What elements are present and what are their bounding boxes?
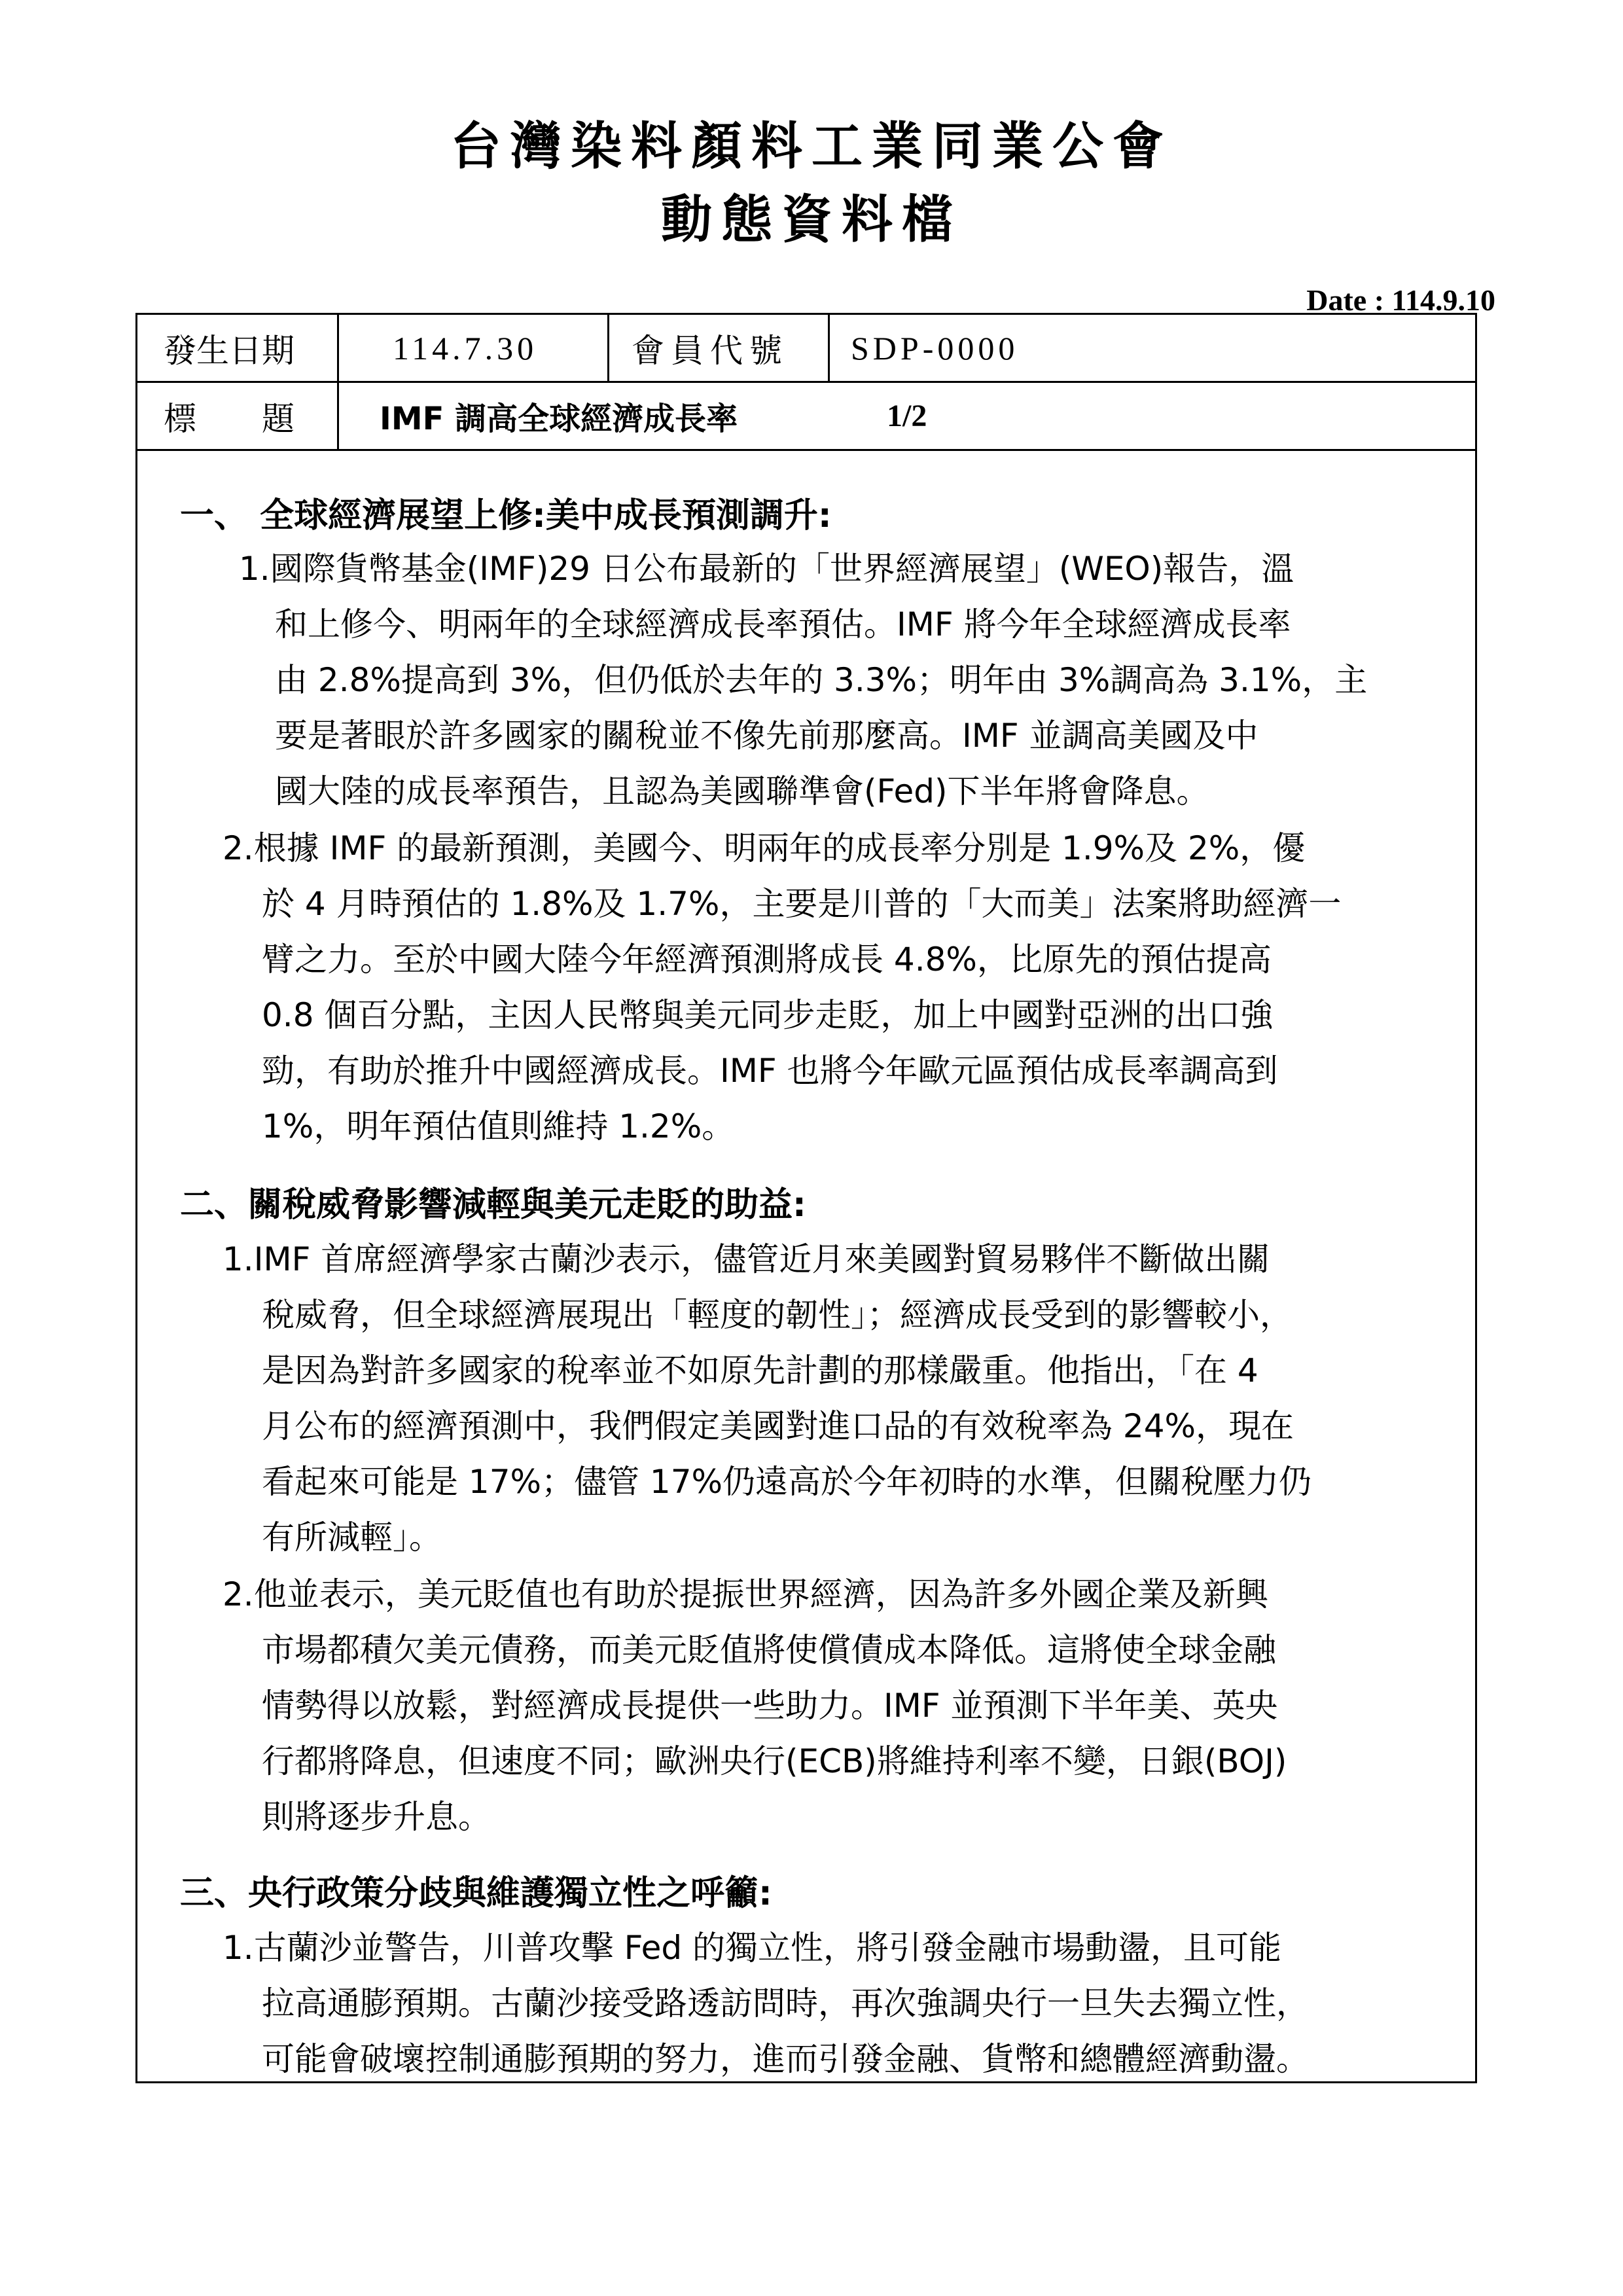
paragraph-line: 要是著眼於許多國家的關稅並不像先前那麼高。IMF 並調高美國及中 [275,717,1258,755]
paragraph-line: 1%，明年預估值則維持 1.2%。 [262,1107,735,1145]
divider [337,315,339,381]
paragraph-line: 拉高通膨預期。古蘭沙接受路透訪問時，再次強調央行一旦失去獨立性， [262,1984,1309,2022]
paragraph-line: 看起來可能是 17%；儘管 17%仍遠高於今年初時的水準，但關稅壓力仍 [262,1463,1312,1501]
paragraph-line: 臂之力。至於中國大陸今年經濟預測將成長 4.8%，比原先的預估提高 [262,941,1272,978]
member-id-value: SDP-0000 [851,329,1019,367]
content-body [137,451,1475,2081]
paragraph-line: 2.他並表示，美元貶值也有助於提振世界經濟，因為許多外國企業及新興 [223,1575,1268,1613]
info-row [137,315,1475,383]
paragraph-line: 1.國際貨幣基金(IMF)29 日公布最新的「世界經濟展望」(WEO)報告，溫 [239,550,1294,588]
subject-row [137,383,1475,451]
paragraph-line: 和上修今、明兩年的全球經濟成長率預估。IMF 將今年全球經濟成長率 [275,605,1291,643]
paragraph-line: 有所減輕」。 [262,1518,442,1556]
occurrence-date-label: 發生日期 [164,331,294,370]
paragraph-line: 則將逐步升息。 [262,1798,491,1836]
paragraph-line: 可能會破壞控制通膨預期的努力，進而引發金融、貨幣和總體經濟動盪。 [262,2040,1309,2078]
divider [828,315,830,381]
section-heading: 三、央行政策分歧與維護獨立性之呼籲: [180,1874,772,1913]
divider [607,315,609,381]
page-indicator: 1/2 [887,399,927,433]
subject-value: IMF 調高全球經濟成長率 [380,401,738,437]
divider [337,383,339,449]
document-date: Date : 114.9.10 [1306,283,1495,317]
section-heading: 一、 全球經濟展望上修:美中成長預測調升: [180,496,832,535]
subject-label: 標 題 [164,399,294,438]
paragraph-line: 國大陸的成長率預告，且認為美國聯準會(Fed)下半年將會降息。 [275,772,1209,810]
paragraph-line: 由 2.8%提高到 3%，但仍低於去年的 3.3%；明年由 3%調高為 3.1%，主 [275,661,1368,699]
paragraph-line: 2.根據 IMF 的最新預測，美國今、明兩年的成長率分別是 1.9%及 2%，優 [223,829,1306,867]
document-title: 動態資料檔 [660,190,962,249]
paragraph-line: 情勢得以放鬆，對經濟成長提供一些助力。IMF 並預測下半年美、英央 [262,1687,1278,1725]
paragraph-line: 勁，有助於推升中國經濟成長。IMF 也將今年歐元區預估成長率調高到 [262,1052,1278,1090]
paragraph-line: 月公布的經濟預測中，我們假定美國對進口品的有效稅率為 24%，現在 [262,1407,1294,1445]
paragraph-line: 行都將降息，但速度不同；歐洲央行(ECB)將維持利率不變，日銀(BOJ) [262,1742,1287,1780]
member-id-label: 會員代號 [632,331,789,370]
paragraph-line: 市場都積欠美元債務，而美元貶值將使償債成本降低。這將使全球金融 [262,1631,1276,1669]
paragraph-line: 稅威脅，但全球經濟展現出「輕度的韌性」；經濟成長受到的影響較小， [262,1296,1293,1334]
association-title: 台灣染料顏料工業同業公會 [450,117,1173,176]
document-box [135,313,1477,2083]
paragraph-line: 0.8 個百分點，主因人民幣與美元同步走貶，加上中國對亞洲的出口強 [262,996,1274,1034]
paragraph-line: 1.IMF 首席經濟學家古蘭沙表示，儘管近月來美國對貿易夥伴不斷做出關 [223,1240,1270,1278]
paragraph-line: 於 4 月時預估的 1.8%及 1.7%，主要是川普的「大而美」法案將助經濟一 [262,885,1342,923]
paragraph-line: 是因為對許多國家的稅率並不如原先計劃的那樣嚴重。他指出，「在 4 [262,1352,1258,1390]
occurrence-date-value: 114.7.30 [393,329,538,367]
paragraph-line: 1.古蘭沙並警告，川普攻擊 Fed 的獨立性，將引發金融市場動盪，且可能 [223,1929,1282,1967]
section-heading: 二、關稅威脅影響減輕與美元走貶的助益: [180,1185,806,1225]
